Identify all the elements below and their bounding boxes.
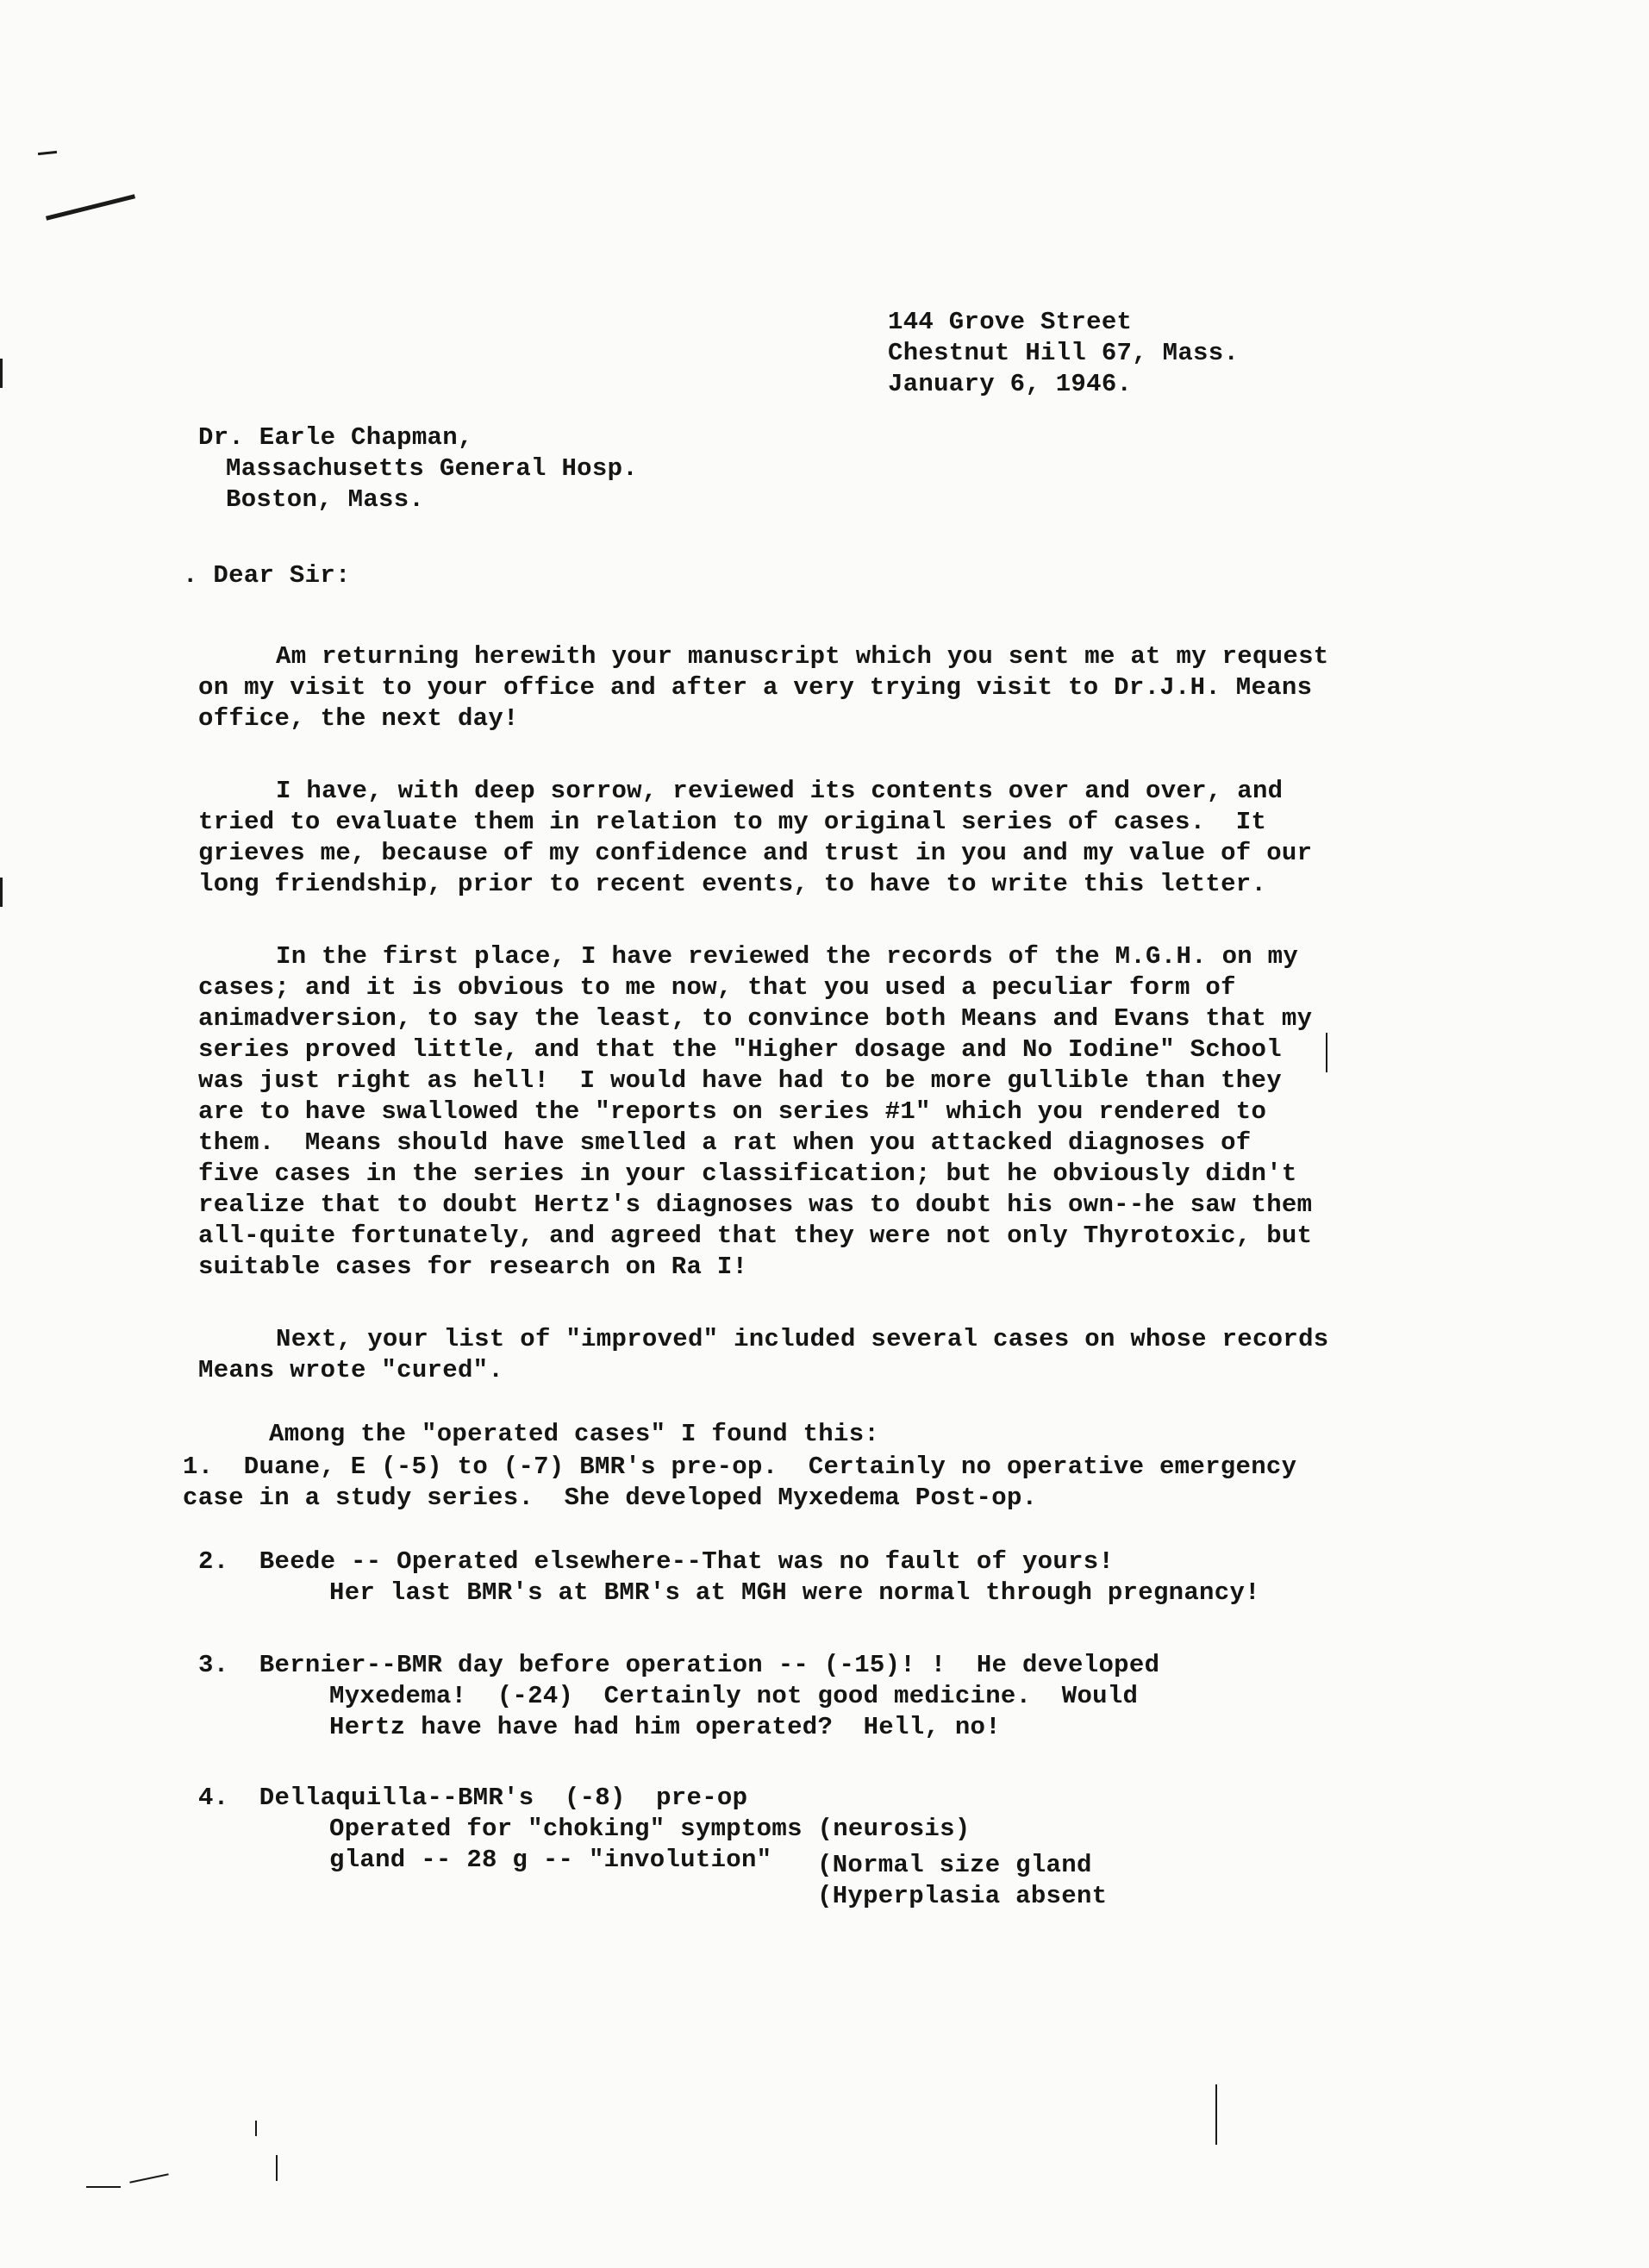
- recipient-name: Dr. Earle Chapman,: [198, 423, 473, 452]
- scan-mark: [255, 2121, 257, 2136]
- list-item-1-line: 1. Duane, E (-5) to (-7) BMR's pre-op. Certainly no operative emergency: [183, 1453, 1297, 1481]
- paragraph-2-line: I have, with deep sorrow, reviewed its contents over and over, and: [276, 777, 1284, 805]
- scan-mark: [1215, 2084, 1217, 2145]
- paragraph-1-line: office, the next day!: [198, 704, 519, 733]
- recipient-city: Boston, Mass.: [226, 485, 425, 514]
- scan-mark: [38, 151, 57, 155]
- list-item-2-line: Her last BMR's at BMR's at MGH were normal through pregnancy!: [329, 1578, 1260, 1607]
- paragraph-3-line: In the first place, I have reviewed the records of the M.G.H. on my: [276, 942, 1299, 971]
- paragraph-3-line: five cases in the series in your classification; but he obviously didn't: [198, 1159, 1297, 1188]
- list-item-4-line: (Hyperplasia absent: [817, 1882, 1108, 1910]
- scan-mark: [86, 2186, 121, 2188]
- paragraph-3-line: cases; and it is obvious to me now, that you used a peculiar form of: [198, 973, 1236, 1002]
- list-item-4-line: (Normal size gland: [817, 1851, 1092, 1879]
- paragraph-4-line: Means wrote "cured".: [198, 1356, 504, 1384]
- list-item-4-line: gland -- 28 g -- "involution": [329, 1846, 772, 1874]
- list-item-1-line: case in a study series. She developed Myxedema Post-op.: [183, 1484, 1038, 1512]
- list-item-4-line: Operated for "choking" symptoms (neurosis): [329, 1815, 971, 1843]
- scan-mark: [0, 878, 3, 907]
- paragraph-2-line: tried to evaluate them in relation to my original series of cases. It: [198, 808, 1267, 836]
- paragraph-1-line: Am returning herewith your manuscript which you sent me at my request: [276, 642, 1329, 671]
- list-item-3-line: Myxedema! (-24) Certainly not good medicine. Would: [329, 1682, 1139, 1710]
- list-item-3-line: 3. Bernier--BMR day before operation -- (-15)! ! He developed: [198, 1651, 1160, 1679]
- paragraph-1-line: on my visit to your office and after a very trying visit to Dr.J.H. Means: [198, 673, 1313, 702]
- address-street: 144 Grove Street: [888, 308, 1133, 336]
- scan-mark: [0, 359, 3, 388]
- scan-mark: [129, 2173, 168, 2184]
- scan-mark: [276, 2155, 278, 2181]
- paragraph-4-line: Next, your list of "improved" included several cases on whose records: [276, 1325, 1329, 1353]
- paragraph-2-line: long friendship, prior to recent events, to have to write this letter.: [198, 870, 1267, 898]
- paragraph-3-line: animadversion, to say the least, to convince both Means and Evans that my: [198, 1004, 1313, 1033]
- paragraph-3-line: was just right as hell! I would have had to be more gullible than they: [198, 1066, 1282, 1095]
- paragraph-3-line: suitable cases for research on Ra I!: [198, 1253, 748, 1281]
- list-item-4-line: 4. Dellaquilla--BMR's (-8) pre-op: [198, 1784, 748, 1812]
- salutation: . Dear Sir:: [183, 561, 351, 590]
- paragraph-3-line: are to have swallowed the "reports on series #1" which you rendered to: [198, 1097, 1267, 1126]
- scan-mark: [1326, 1033, 1327, 1072]
- paragraph-3-line: series proved little, and that the "Higher dosage and No Iodine" School: [198, 1035, 1282, 1064]
- address-city: Chestnut Hill 67, Mass.: [888, 339, 1240, 367]
- recipient-institution: Massachusetts General Hosp.: [226, 454, 638, 483]
- letter-date: January 6, 1946.: [888, 370, 1133, 398]
- scan-mark: [46, 194, 135, 220]
- paragraph-3-line: realize that to doubt Hertz's diagnoses was to doubt his own--he saw them: [198, 1190, 1313, 1219]
- paragraph-3-line: them. Means should have smelled a rat when you attacked diagnoses of: [198, 1128, 1252, 1157]
- list-intro: Among the "operated cases" I found this:: [269, 1420, 880, 1448]
- list-item-2-line: 2. Beede -- Operated elsewhere--That was no fault of yours!: [198, 1547, 1115, 1576]
- paragraph-3-line: all-quite fortunately, and agreed that they were not only Thyrotoxic, but: [198, 1221, 1313, 1250]
- paragraph-2-line: grieves me, because of my confidence and trust in you and my value of our: [198, 839, 1313, 867]
- list-item-3-line: Hertz have have had him operated? Hell, no!: [329, 1713, 1001, 1741]
